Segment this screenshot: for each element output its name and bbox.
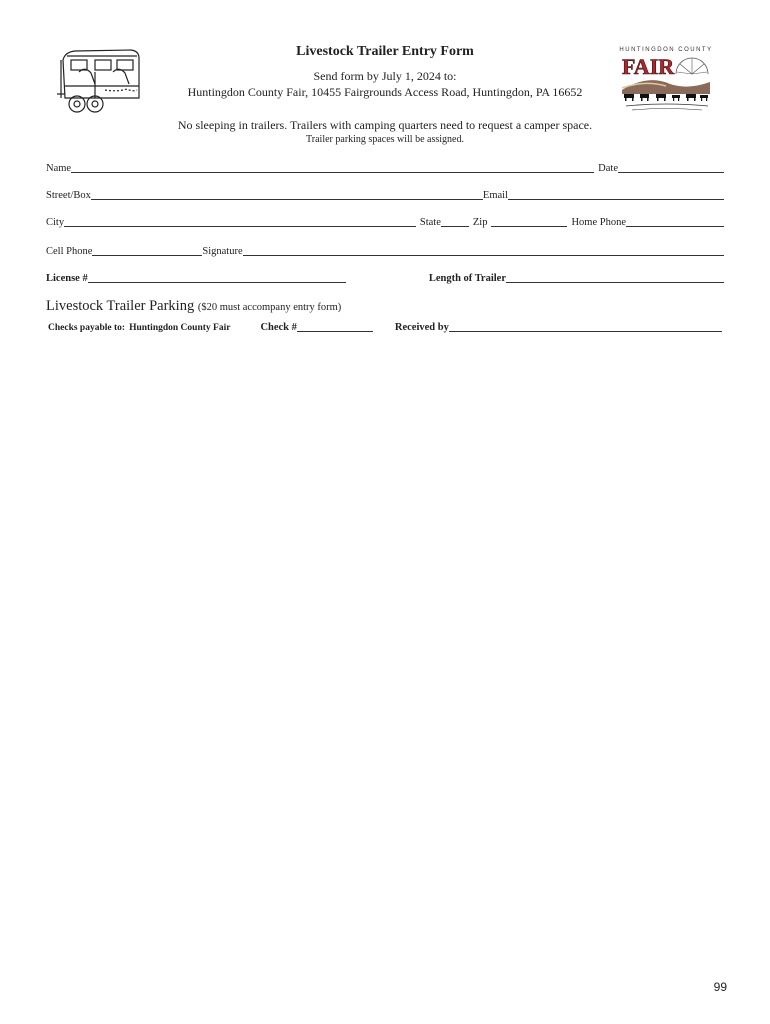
payee-name: Huntingdon County Fair bbox=[129, 323, 231, 333]
city-field[interactable] bbox=[64, 215, 416, 227]
received-by-field[interactable] bbox=[449, 320, 722, 332]
license-field[interactable] bbox=[88, 271, 346, 283]
cell-signature-row bbox=[46, 244, 724, 257]
email-label: Email bbox=[482, 190, 508, 201]
name-field[interactable] bbox=[71, 161, 594, 173]
state-label: State bbox=[419, 217, 441, 228]
trailer-length-label: Length of Trailer bbox=[428, 273, 506, 284]
trailer-length-field[interactable] bbox=[506, 271, 724, 283]
check-number-field[interactable] bbox=[297, 320, 373, 332]
name-date-row bbox=[46, 161, 724, 174]
street-email-row bbox=[46, 188, 724, 201]
received-by-label: Received by bbox=[394, 322, 449, 333]
zip-field[interactable] bbox=[491, 215, 567, 227]
state-field[interactable] bbox=[441, 215, 469, 227]
sleeping-notice: No sleeping in trailers. Trailers with camping quarters need to request a camper space. bbox=[177, 118, 593, 132]
signature-label: Signature bbox=[202, 246, 243, 257]
date-label: Date bbox=[598, 163, 618, 174]
city-state-zip-row bbox=[46, 215, 724, 228]
cell-phone-label: Cell Phone bbox=[46, 246, 93, 257]
zip-label: Zip bbox=[472, 217, 488, 228]
license-label: License # bbox=[46, 273, 88, 284]
parking-fee-note: ($20 must accompany entry form) bbox=[197, 302, 342, 313]
home-phone-label: Home Phone bbox=[571, 217, 626, 228]
street-field[interactable] bbox=[91, 188, 483, 200]
checks-payable-label: Checks payable to: bbox=[48, 323, 126, 333]
parking-assigned-note: Trailer parking spaces will be assigned. bbox=[306, 134, 464, 145]
payment-row bbox=[48, 320, 722, 333]
cell-phone-field[interactable] bbox=[92, 244, 202, 256]
huntingdon-county-fair-logo bbox=[618, 44, 714, 116]
date-field[interactable] bbox=[618, 161, 724, 173]
city-label: City bbox=[46, 217, 65, 228]
signature-field[interactable] bbox=[243, 244, 724, 256]
name-label: Name bbox=[46, 163, 72, 174]
parking-title: Livestock Trailer Parking bbox=[46, 298, 195, 314]
send-by-text: Send form by July 1, 2024 to: bbox=[313, 69, 457, 83]
logo-top-text: HUNTINGDON COUNTY bbox=[619, 47, 713, 53]
email-field[interactable] bbox=[508, 188, 724, 200]
home-phone-field[interactable] bbox=[626, 215, 724, 227]
logo-main-text: FAIR bbox=[622, 54, 675, 79]
street-label: Street/Box bbox=[46, 190, 91, 201]
check-number-label: Check # bbox=[260, 322, 297, 333]
form-title: Livestock Trailer Entry Form bbox=[296, 44, 474, 59]
fair-address: Huntingdon County Fair, 10455 Fairgrounds Access Road, Huntingdon, PA 16652 bbox=[187, 85, 583, 99]
parking-section-title bbox=[46, 298, 341, 315]
page-number: 99 bbox=[713, 980, 727, 994]
license-length-row bbox=[46, 271, 724, 284]
